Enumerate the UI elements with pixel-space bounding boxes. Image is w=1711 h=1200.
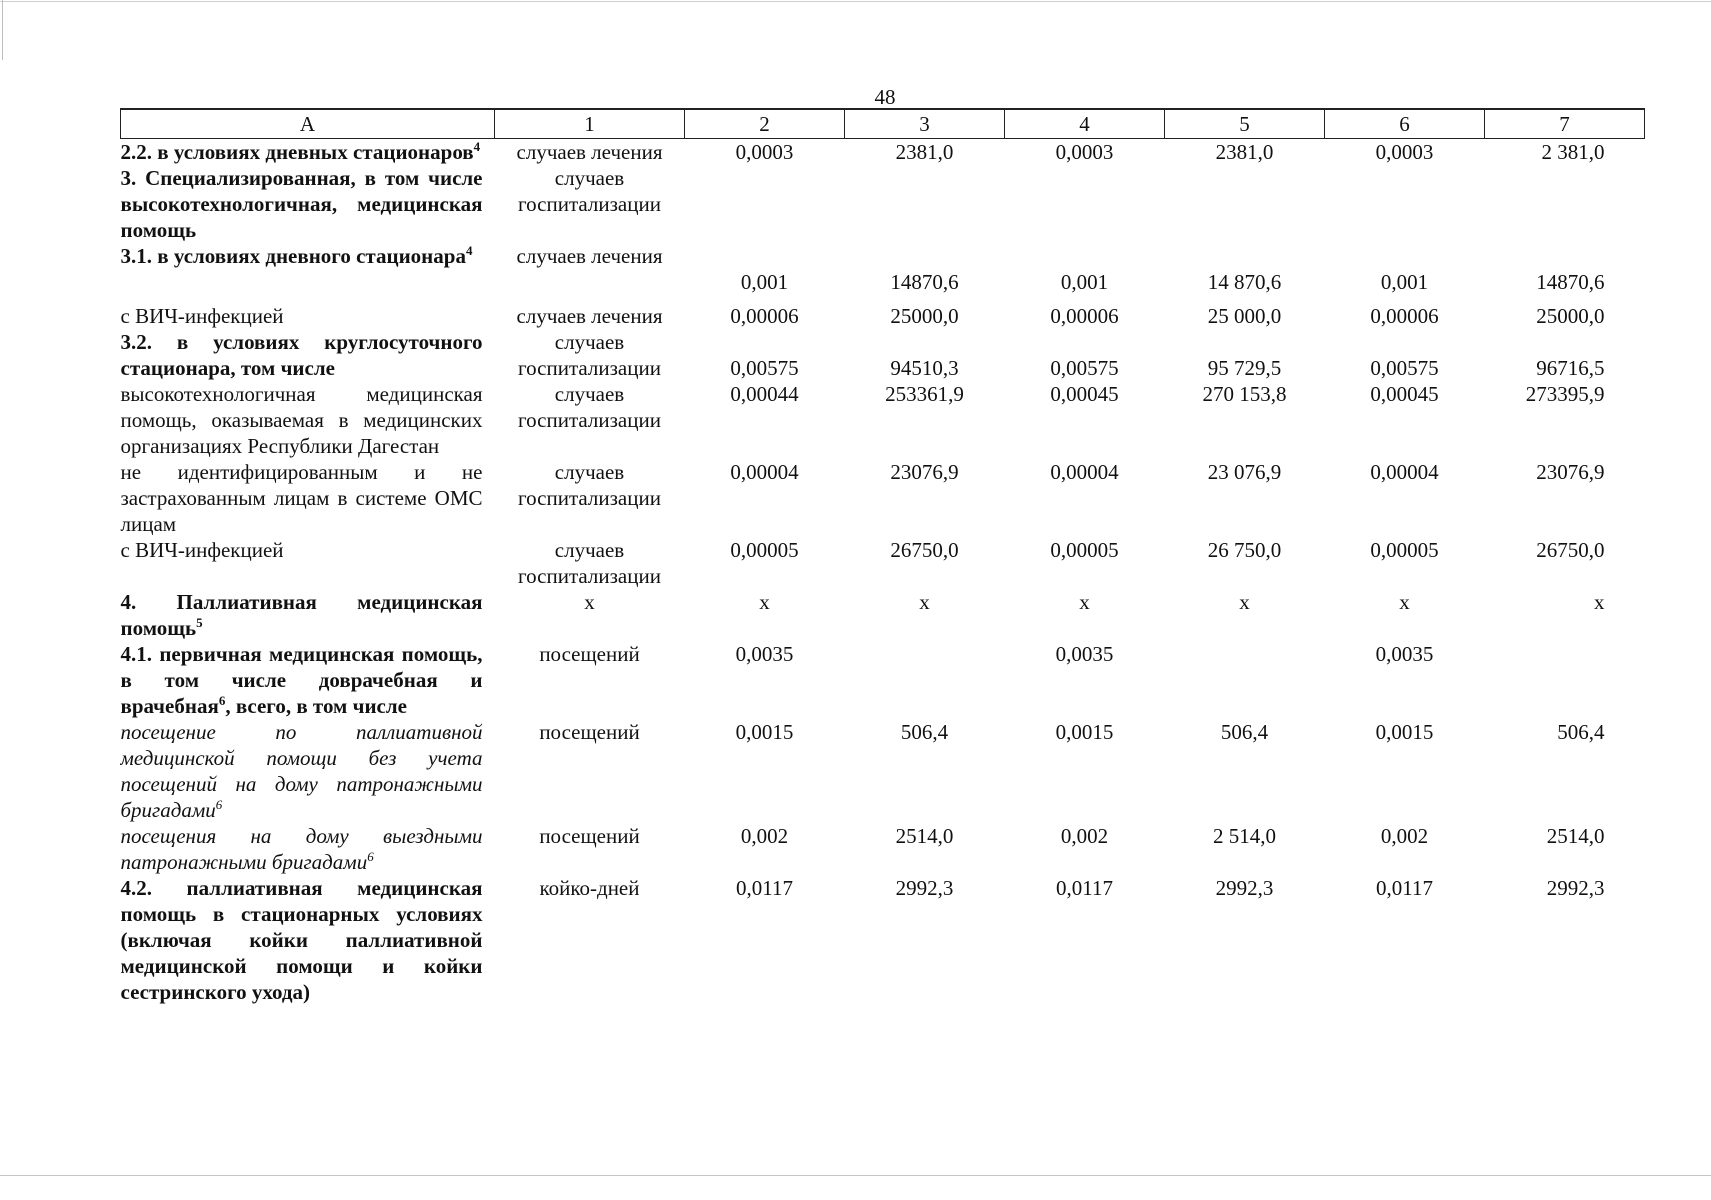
- value-cell: 0,00006: [1370, 304, 1439, 328]
- value-cell: 0,00045: [1370, 382, 1439, 406]
- table-row: [121, 381, 1645, 459]
- unit-cell: койко-дней: [539, 876, 640, 900]
- value-cell: 0,0003: [1055, 140, 1114, 164]
- value-cell: [1005, 165, 1165, 243]
- value-cell: 0,00575: [1050, 356, 1119, 380]
- value-cell: 270 153,8: [1202, 382, 1287, 406]
- value-cell: 253361,9: [885, 382, 964, 406]
- value-cell: 23 076,9: [1207, 460, 1282, 484]
- value-cell: 0,00004: [730, 460, 799, 484]
- table-row: [121, 243, 1645, 295]
- row-label-cell: [121, 875, 495, 1005]
- tariff-table: [120, 108, 1645, 1005]
- value-cell: 0,00575: [730, 356, 799, 380]
- value-cell: 0,0015: [1055, 720, 1114, 744]
- value-cell: 94510,3: [890, 356, 959, 380]
- row-label: высокотехнологичная медицинская помощь, оказываемая в медицинских организациях Республики Дагестан: [120, 382, 483, 458]
- unit-cell: случаев лечения: [516, 244, 663, 268]
- value-cell: 0,00005: [1050, 538, 1119, 562]
- value-cell: 25000,0: [1536, 304, 1605, 328]
- row-label: с ВИЧ-инфекцией: [120, 538, 284, 562]
- unit-cell: посещений: [539, 720, 640, 744]
- table-row: [121, 139, 1645, 166]
- value-cell: х: [759, 590, 770, 614]
- row-label: 4. Паллиативная медицинская помощь: [120, 590, 483, 640]
- value-cell: 0,0117: [736, 876, 793, 900]
- value-cell: 2992,3: [895, 876, 954, 900]
- unit-cell: случаев госпитализации: [518, 382, 661, 432]
- footnote-marker: 6: [215, 797, 223, 812]
- value-cell: х: [1079, 590, 1090, 614]
- value-cell: 23076,9: [890, 460, 959, 484]
- value-cell: 0,00044: [730, 382, 799, 406]
- value-cell: [1485, 641, 1645, 719]
- value-cell: [1165, 641, 1325, 719]
- tariff-table-wrapper: [120, 108, 1644, 1005]
- value-cell: 0,002: [740, 824, 789, 848]
- table-body: [121, 139, 1645, 1006]
- value-cell: 0,0015: [1375, 720, 1434, 744]
- row-label: не идентифицированным и не застрахованным лицам в системе ОМС лицам: [120, 460, 483, 536]
- row-label: посещения на дому выездными патронажными бригадами: [120, 824, 483, 874]
- row-label-cell: [121, 295, 495, 329]
- row-label-cell: [121, 329, 495, 381]
- unit-cell: посещений: [539, 642, 640, 666]
- value-cell: 0,001: [1380, 270, 1429, 294]
- footnote-marker: 4: [465, 243, 473, 258]
- row-label-cell: [121, 823, 495, 875]
- row-label: 4.1. первичная медицинская помощь, в том числе доврачебная и врачебная: [120, 642, 483, 718]
- value-cell: 14 870,6: [1207, 270, 1282, 294]
- table-row: [121, 719, 1645, 823]
- table-row: [121, 875, 1645, 1005]
- row-label: 4.2. паллиативная медицинская помощь в стационарных условиях (включая койки паллиативной медицинской помощи и койки сестринского ухода): [120, 876, 483, 1004]
- value-cell: 0,00006: [1050, 304, 1119, 328]
- value-cell: 0,00004: [1370, 460, 1439, 484]
- value-cell: 0,00005: [730, 538, 799, 562]
- footnote-marker: 4: [473, 139, 481, 154]
- header-cell: 2: [685, 109, 845, 139]
- value-cell: 2514,0: [1546, 824, 1605, 848]
- header-cell: 7: [1485, 109, 1645, 139]
- header-cell: 6: [1325, 109, 1485, 139]
- unit-cell: случаев лечения: [516, 140, 663, 164]
- row-label: 3.2. в условиях круглосуточного стационара, том числе: [120, 330, 483, 380]
- value-cell: 96716,5: [1536, 356, 1605, 380]
- value-cell: 0,0117: [1056, 876, 1113, 900]
- value-cell: 25 000,0: [1207, 304, 1282, 328]
- value-cell: 2992,3: [1215, 876, 1274, 900]
- value-cell: [1325, 165, 1485, 243]
- value-cell: 2514,0: [895, 824, 954, 848]
- table-row: [121, 295, 1645, 329]
- row-label: 3. Специализированная, в том числе высокотехнологичная, медицинская помощь: [120, 166, 483, 242]
- value-cell: 95 729,5: [1207, 356, 1282, 380]
- footnote-marker: 6: [218, 693, 226, 708]
- header-cell: 5: [1165, 109, 1325, 139]
- header-cell: А: [121, 109, 495, 139]
- value-cell: 0,0003: [735, 140, 794, 164]
- row-label-cell: [121, 139, 495, 166]
- value-cell: [685, 165, 845, 243]
- value-cell: 0,0035: [1375, 642, 1434, 666]
- value-cell: 0,002: [1060, 824, 1109, 848]
- header-cell: 1: [495, 109, 685, 139]
- row-label: 2.2. в условиях дневных стационаров: [120, 140, 474, 164]
- table-row: [121, 537, 1645, 589]
- table-row: [121, 823, 1645, 875]
- value-cell: 0,0035: [1055, 642, 1114, 666]
- value-cell: 2381,0: [895, 140, 954, 164]
- value-cell: 14870,6: [1536, 270, 1605, 294]
- value-cell: 0,001: [740, 270, 789, 294]
- unit-cell: посещений: [539, 824, 640, 848]
- value-cell: 0,001: [1060, 270, 1109, 294]
- table-row: [121, 641, 1645, 719]
- value-cell: 26 750,0: [1207, 538, 1282, 562]
- unit-cell: случаев госпитализации: [518, 330, 661, 380]
- row-label-continuation: , всего, в том числе: [225, 694, 407, 718]
- unit-cell: случаев госпитализации: [518, 538, 661, 588]
- scan-edge-top: [0, 1, 1711, 2]
- table-row: [121, 589, 1645, 641]
- value-cell: 506,4: [900, 720, 949, 744]
- value-cell: 0,0117: [1376, 876, 1433, 900]
- value-cell: х: [1239, 590, 1250, 614]
- value-cell: 25000,0: [890, 304, 959, 328]
- table-row: [121, 165, 1645, 243]
- value-cell: 2 381,0: [1541, 140, 1605, 164]
- row-label: 3.1. в условиях дневного стационара: [120, 244, 466, 268]
- value-cell: 2381,0: [1215, 140, 1274, 164]
- unit-cell: х: [584, 590, 595, 614]
- value-cell: 26750,0: [890, 538, 959, 562]
- value-cell: 0,00575: [1370, 356, 1439, 380]
- value-cell: 0,00005: [1370, 538, 1439, 562]
- footnote-marker: 6: [367, 849, 374, 864]
- row-label-cell: [121, 243, 495, 295]
- value-cell: 0,002: [1380, 824, 1429, 848]
- value-cell: [845, 165, 1005, 243]
- value-cell: 0,0015: [735, 720, 794, 744]
- row-label-cell: [121, 641, 495, 719]
- unit-cell: случаев госпитализации: [518, 166, 661, 216]
- value-cell: [1165, 165, 1325, 243]
- row-label-cell: [121, 719, 495, 823]
- row-label-cell: [121, 459, 495, 537]
- row-label: с ВИЧ-инфекцией: [120, 304, 284, 328]
- value-cell: 506,4: [1220, 720, 1269, 744]
- value-cell: х: [1594, 590, 1605, 614]
- scan-edge-left: [2, 0, 3, 60]
- value-cell: 273395,9: [1525, 382, 1605, 406]
- row-label-cell: [121, 537, 495, 589]
- value-cell: 23076,9: [1536, 460, 1605, 484]
- table-row: [121, 329, 1645, 381]
- value-cell: 0,0035: [735, 642, 794, 666]
- value-cell: 2 514,0: [1213, 824, 1276, 848]
- table-row: [121, 459, 1645, 537]
- row-label-cell: [121, 589, 495, 641]
- value-cell: 0,0003: [1375, 140, 1434, 164]
- value-cell: [1485, 165, 1645, 243]
- table-header-row: [121, 109, 1645, 139]
- value-cell: 0,00006: [730, 304, 799, 328]
- header-cell: 3: [845, 109, 1005, 139]
- row-label-cell: [121, 165, 495, 243]
- value-cell: х: [1399, 590, 1410, 614]
- footnote-marker: 5: [196, 615, 203, 630]
- value-cell: [845, 641, 1005, 719]
- scan-edge-bottom: [0, 1175, 1711, 1176]
- header-cell: 4: [1005, 109, 1165, 139]
- unit-cell: случаев лечения: [516, 304, 663, 328]
- unit-cell: случаев госпитализации: [518, 460, 661, 510]
- value-cell: 506,4: [1557, 720, 1605, 744]
- value-cell: х: [919, 590, 930, 614]
- value-cell: 26750,0: [1536, 538, 1605, 562]
- value-cell: 2992,3: [1546, 876, 1605, 900]
- value-cell: 0,00004: [1050, 460, 1119, 484]
- row-label: посещение по паллиативной медицинской помощи без учета посещений на дому патронажными бригадами: [120, 720, 483, 822]
- row-label-cell: [121, 381, 495, 459]
- value-cell: 14870,6: [890, 270, 959, 294]
- page-number: 48: [874, 85, 896, 109]
- value-cell: 0,00045: [1050, 382, 1119, 406]
